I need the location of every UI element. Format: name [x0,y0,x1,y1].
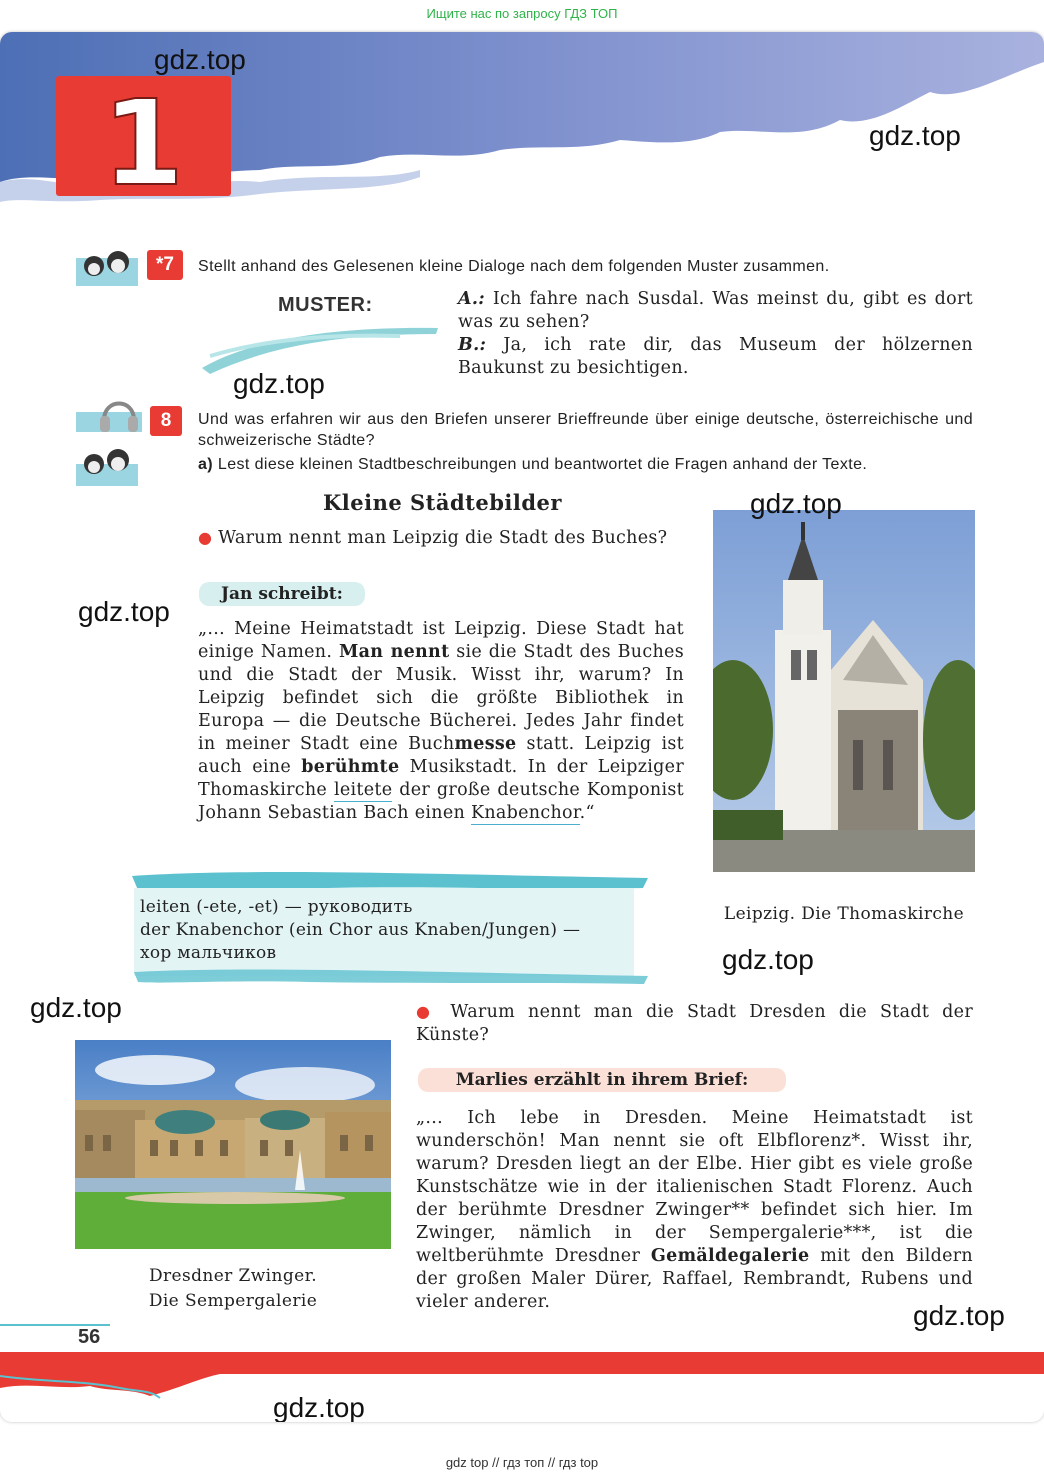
watermark: gdz.top [869,120,961,151]
text-run: mit den Bildern der großen Maler Dürer, Raffael, Rembrandt, Rubens und vieler anderer. [416,1246,973,1312]
dialog-example [458,288,973,380]
speaker-a-text: Ich fahre nach Susdal. Was meinst du, gibt es dort was zu sehen? [458,289,973,332]
watermark: gdz.top [154,44,246,75]
bullet-icon: ● [416,1002,438,1021]
caption-line: Dresdner Zwinger. [148,1266,318,1286]
text-run: .“ [579,803,595,823]
text-run: „... Meine Heimatstadt ist Leipzig. Diese Stadt hat einige Namen. [198,619,684,662]
speaker-b-text: Ja, ich rate dir, das Museum der hölzernen Baukunst zu besichtigen. [458,335,973,378]
page-number: 56 [78,1326,101,1348]
thomaskirche-caption: Leipzig. Die Thomaskirche [723,904,965,924]
leipzig-question [198,526,684,550]
dresden-letter [416,1107,973,1314]
leipzig-letter [198,618,684,825]
thomaskirche-photo [713,510,975,872]
chapter-badge [56,76,231,196]
leipzig-question-text: Warum nennt man Leipzig die Stadt des Buches? [218,528,668,548]
chapter-number-graphic [56,76,231,196]
vocab-line: хор мальчиков [140,943,277,963]
task-badge-7: *7 [147,250,183,280]
bullet-icon: ● [198,528,213,547]
bold-run: messe [454,734,517,754]
task8-instruction: Und was erfahren wir aus den Briefen unserer Brieffreunde über einige deutsche, österreichische und schweizerische Städte? [198,411,973,449]
text-run: „... Ich lebe in Dresden. Meine Heimatstadt ist wunderschön! Man nennt sie oft Elbflorenz*. Wisst ihr, warum? Dresden liegt an der Elbe. Hier gibt es viele große Kunstschätze wie in der italienischen Stadt Florenz. Auch der berühmte Dresdner Zwinger** befindet sich hier. Im Zwinger, nämlich in der Sempergalerie***, ist die weltberühmte Dresdner [416,1108,973,1266]
text-run: statt. Leipzig ist auch eine [198,734,684,777]
watermark: gdz.top [722,944,814,975]
speaker-b-label: B.: [458,335,487,355]
zwinger-photo [75,1040,391,1249]
task-badge-8: 8 [150,406,182,436]
underlined-word: leitete [333,780,393,800]
caption-line: Die Sempergalerie [148,1291,318,1311]
task8-subtask [198,456,978,474]
dresden-question-text: Warum nennt man die Stadt Dresden die Stadt der Künste? [416,1002,973,1045]
subtask-text: Lest diese kleinen Stadtbeschreibungen und beantwortet die Fragen anhand der Texte. [217,456,868,473]
watermark: gdz.top [30,992,122,1023]
vocab-line: leiten (-ete, -et) — руководить [140,897,413,917]
underlined-word: Knabenchor [470,803,580,823]
chapter-number: 1 [101,76,185,196]
subtask-label: a) [198,456,214,473]
dresden-question [416,1000,973,1047]
pair-work-icon [76,244,138,286]
header-note: Ищите нас по запросу ГДЗ ТОП [426,6,618,21]
task7-instruction: Stellt anhand des Gelesenen kleine Dialoge nach dem folgenden Muster zusammen. [198,258,830,275]
watermark: gdz.top [750,488,842,519]
writer-tag-marlies: Marlies erzählt in ihrem Brief: [418,1068,786,1092]
listening-pair-icon [76,390,146,486]
zwinger-caption [75,1264,391,1314]
bold-run: berühmte [301,757,400,777]
muster-label: MUSTER: [278,294,373,316]
footer-note: gdz top // гдз топ // гдз top [445,1455,599,1470]
text-run: sie die Stadt des Buches und die Stadt der Musik. Wisst ihr, warum? In Leipzig befindet sich die größte Bibliothek in Europa — die Deutsche Bücherei. Jedes Jahr findet in meiner Stadt eine Buch [198,642,684,754]
bold-run: Man nennt [338,642,450,662]
watermark: gdz.top [233,368,325,399]
watermark: gdz.top [273,1392,365,1422]
footer-band [0,1348,1044,1408]
watermark: gdz.top [78,596,170,627]
writer-tag-jan: Jan schreibt: [199,582,365,606]
vocab-line: der Knabenchor (ein Chor aus Knaben/Jungen) — [140,920,581,940]
text-run: der große deutsche Komponist Johann Sebastian Bach einen [198,780,684,823]
muster-brush-stroke [200,316,440,376]
text-run: Musikstadt. In der Leipziger Thomaskirche [198,757,684,800]
section-title: Kleine Städtebilder [323,490,562,515]
watermark: gdz.top [913,1300,1005,1331]
vocab-box [140,896,640,965]
textbook-page [0,32,1044,1422]
bold-run: Gemäldegalerie [650,1246,810,1266]
speaker-a-label: A.: [458,289,486,309]
